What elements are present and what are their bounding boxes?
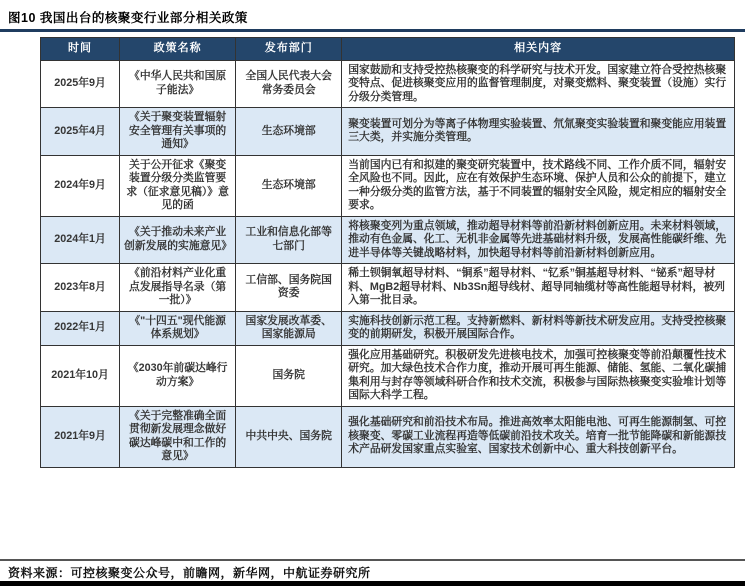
cell-dept: 国家发展改革委、国家能源局: [236, 311, 342, 345]
header-policy-name: 政策名称: [120, 38, 236, 61]
cell-content: 国家鼓励和支持受控热核聚变的科学研究与技术开发。国家建立符合受控热核聚变特点、促进核聚变应用的监督管理制度，对聚变燃料、聚变装置（设施）实行分级分类管理。: [342, 60, 735, 108]
cell-content: 强化基础研究和前沿技术布局。推进高效率太阳能电池、可再生能源制氢、可控核聚变、零碳工业流程再造等低碳前沿技术攻关。培育一批节能降碳和新能源技术产品研发国家重点实验室、国家技术创新中心、重大科技创新平台。: [342, 406, 735, 467]
table-header: [41, 38, 735, 61]
cell-policy: 关于公开征求《聚变装置分级分类监管要求（征求意见稿）》意见的函: [120, 155, 236, 216]
cell-policy: 《关于推动未来产业创新发展的实施意见》: [120, 216, 236, 264]
figure-title: 图10 我国出台的核聚变行业部分相关政策: [8, 11, 248, 25]
table-row: [41, 264, 735, 312]
cell-content: 当前国内已有和拟建的聚变研究装置中，技术路线不同、工作介质不同，辐射安全风险也不同。因此，应在有效保护生态环境、保护人员和公众的前提下，建立一种分级分类的监管方法，基于不同装置的辐射安全风险，规定相应的辐射安全要求。: [342, 155, 735, 216]
cell-dept: 生态环境部: [236, 155, 342, 216]
cell-time: 2024年9月: [41, 155, 120, 216]
bottom-border-bar: [0, 581, 745, 586]
table-row: [41, 345, 735, 406]
header-time: 时间: [41, 38, 120, 61]
policy-table: [40, 37, 735, 468]
cell-time: 2021年10月: [41, 345, 120, 406]
cell-time: 2023年8月: [41, 264, 120, 312]
cell-dept: 工业和信息化部等七部门: [236, 216, 342, 264]
cell-policy: 《关于完整准确全面贯彻新发展理念做好碳达峰碳中和工作的意见》: [120, 406, 236, 467]
table-row: [41, 216, 735, 264]
cell-time: 2021年9月: [41, 406, 120, 467]
cell-dept: 生态环境部: [236, 108, 342, 156]
footer-divider-rule: [0, 559, 745, 561]
cell-content: 强化应用基础研究。积极研发先进核电技术，加强可控核聚变等前沿颠覆性技术研究。加大绿色技术合作力度，推动开展可再生能源、储能、氢能、二氧化碳捕集利用与封存等领域科研合作和技术交流，积极参与国际热核聚变实验堆计划等国际大科学工程。: [342, 345, 735, 406]
table-row: [41, 60, 735, 108]
cell-time: 2024年1月: [41, 216, 120, 264]
table-row: [41, 406, 735, 467]
cell-time: 2022年1月: [41, 311, 120, 345]
table-body: [41, 60, 735, 467]
header-related-content: 相关内容: [342, 38, 735, 61]
header-issuing-dept: 发布部门: [236, 38, 342, 61]
table-row: [41, 108, 735, 156]
cell-policy: 《关于聚变装置辐射安全管理有关事项的通知》: [120, 108, 236, 156]
cell-dept: 全国人民代表大会常务委员会: [236, 60, 342, 108]
header-row: [41, 38, 735, 61]
table-row: [41, 311, 735, 345]
cell-policy: 《中华人民共和国原子能法》: [120, 60, 236, 108]
table-row: [41, 155, 735, 216]
cell-time: 2025年9月: [41, 60, 120, 108]
data-source-note: 资料来源：可控核聚变公众号，前瞻网，新华网，中航证券研究所: [8, 566, 371, 580]
title-divider-rule: [0, 29, 745, 32]
cell-content: 实施科技创新示范工程。支持新燃料、新材料等新技术研发应用。支持受控核聚变的前期研发，积极开展国际合作。: [342, 311, 735, 345]
cell-policy: 《前沿材料产业化重点发展指导名录（第一批）》: [120, 264, 236, 312]
cell-policy: 《2030年前碳达峰行动方案》: [120, 345, 236, 406]
cell-policy: 《"十四五"现代能源体系规划》: [120, 311, 236, 345]
cell-content: 聚变装置可划分为等离子体物理实验装置、氘氚聚变实验装置和聚变能应用装置三大类，并实施分类管理。: [342, 108, 735, 156]
cell-dept: 工信部、国务院国资委: [236, 264, 342, 312]
cell-dept: 中共中央、国务院: [236, 406, 342, 467]
cell-content: 将核聚变列为重点领域，推动超导材料等前沿新材料创新应用。未来材料领域，推动有色金属、化工、无机非金属等先进基础材料升级，发展高性能碳纤维、先进半导体等关键战略材料，加快超导材料等前沿新材料创新应用。: [342, 216, 735, 264]
cell-dept: 国务院: [236, 345, 342, 406]
cell-time: 2025年4月: [41, 108, 120, 156]
cell-content: 稀土钡铜氧超导材料、“铜系”超导材料、“钇系”铜基超导材料、“铋系”超导材料、MgB2超导材料、Nb3Sn超导线材、超导同轴缆材等高性能超导材料，被列入第一批目录。: [342, 264, 735, 312]
